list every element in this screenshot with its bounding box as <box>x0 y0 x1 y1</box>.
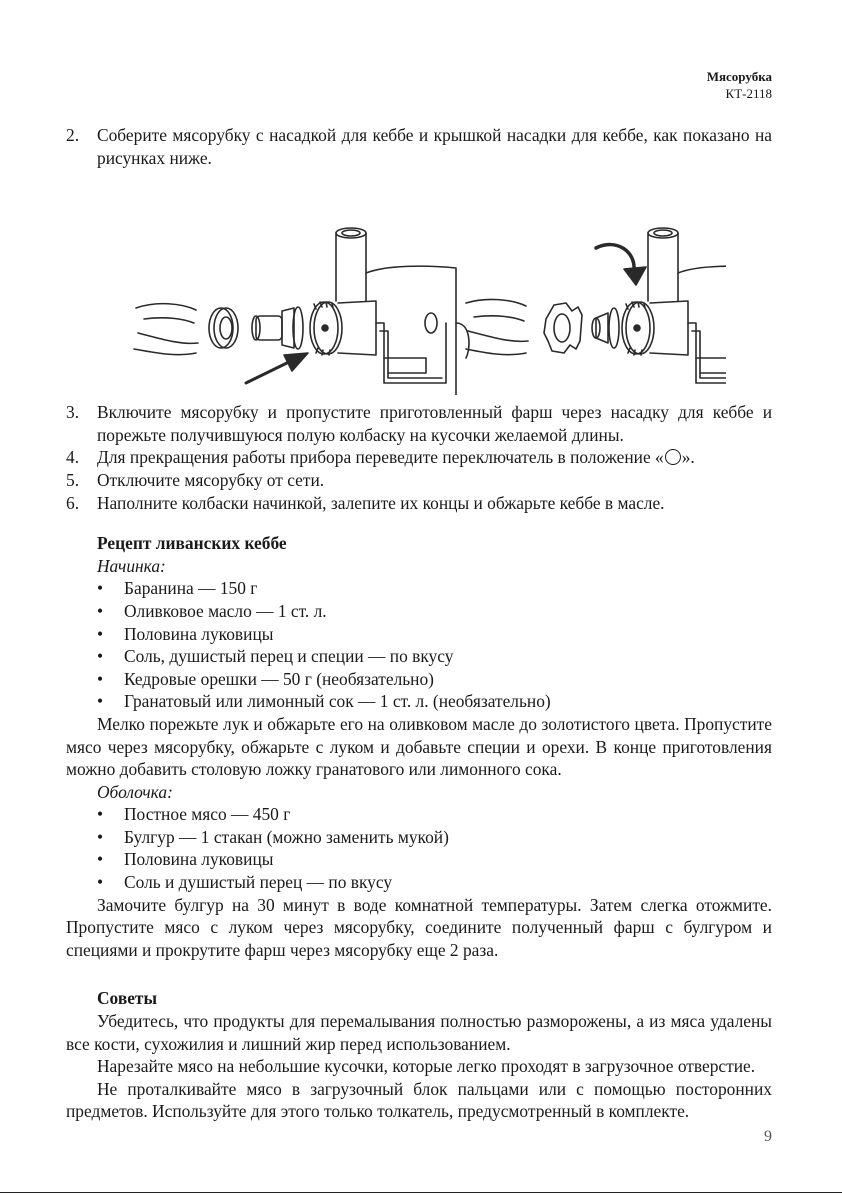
page-header <box>707 68 772 102</box>
bullet: • <box>97 849 104 870</box>
bullet: • <box>97 691 104 712</box>
list-item-text: Оливковое масло — 1 ст. л. <box>124 600 327 621</box>
left-assembly-drawing <box>134 228 469 395</box>
list-item-text: Баранина — 150 г <box>124 578 258 599</box>
list-item <box>66 668 772 691</box>
list-item <box>66 803 772 826</box>
step-2 <box>66 124 772 169</box>
step-number: 4. <box>66 447 80 468</box>
tip-paragraph: Не проталкивайте мясо в загрузочный блок пальцами или с помощью посторонних предметов. Используйте для этого только толкатель, предусмотренный в комплекте. <box>66 1078 772 1122</box>
page-content <box>66 124 772 1123</box>
list-item-text: Соль и душистый перец — по вкусу <box>124 872 393 893</box>
bullet: • <box>97 600 104 621</box>
list-item <box>66 577 772 600</box>
list-item-text: Булгур — 1 стакан (можно заменить мукой) <box>124 826 449 847</box>
recipe-title: Рецепт ливанских кеббе <box>97 533 287 554</box>
step-6 <box>66 492 772 515</box>
step-number: 5. <box>66 469 80 490</box>
list-item <box>66 826 772 849</box>
list-item <box>66 623 772 646</box>
bullet: • <box>97 668 104 689</box>
step-text: Отключите мясорубку от сети. <box>97 469 325 490</box>
bullet: • <box>97 826 104 847</box>
list-item <box>66 871 772 894</box>
step-number: 2. <box>66 125 80 145</box>
bottom-divider <box>0 1192 842 1193</box>
page-number: 9 <box>764 1128 772 1145</box>
bullet: • <box>97 578 104 599</box>
step-text: Включите мясорубку и пропустите приготовленный фарш через насадку для кеббе и порежьте получившуюся полую колбаску на кусочки желаемой длины. <box>97 402 772 445</box>
bullet: • <box>97 872 104 893</box>
list-item-text: Половина луковицы <box>124 623 274 644</box>
step-text: Наполните колбаски начинкой, залепите их концы и обжарьте кеббе в масле. <box>97 492 665 513</box>
shell-label: Оболочка: <box>97 781 173 802</box>
filling-list <box>66 577 772 713</box>
list-item-text: Гранатовый или лимонный сок — 1 ст. л. (необязательно) <box>124 691 551 712</box>
list-item-text: Кедровые орешки — 50 г (необязательно) <box>124 668 434 689</box>
step-text-after: ». <box>681 447 695 468</box>
step-4 <box>66 446 772 469</box>
list-item <box>66 645 772 668</box>
step-text-before: Для прекращения работы прибора переведите переключатель в положение « <box>97 447 664 468</box>
header-title: Мясорубка <box>706 69 772 84</box>
list-item <box>66 690 772 713</box>
step-3 <box>66 401 772 446</box>
shell-instructions: Замочите булгур на 30 минут в воде комнатной температуры. Затем слегка отожмите. Пропустите мясо с луком через мясорубку, соедините полученный фарш с булгуром и специями и прокрутите фарш через мясорубку еще 2 раза. <box>66 894 772 960</box>
step-text: Соберите мясорубку с насадкой для кеббе и крышкой насадки для кеббе, как показано на рисунках ниже. <box>97 125 772 168</box>
step-5 <box>66 469 772 492</box>
list-item <box>66 848 772 871</box>
list-item-text: Постное мясо — 450 г <box>124 804 291 825</box>
list-item-text: Половина луковицы <box>124 849 274 870</box>
step-text <box>97 446 772 469</box>
tip-paragraph: Нарезайте мясо на небольшие кусочки, которые легко проходят в загрузочное отверстие. <box>97 1056 756 1077</box>
right-assembly-drawing <box>466 228 726 395</box>
header-model: КТ-2118 <box>725 86 772 101</box>
kebbe-assembly-figure <box>126 173 726 395</box>
step-number: 6. <box>66 492 80 513</box>
shell-list <box>66 803 772 893</box>
filling-instructions: Мелко порежьте лук и обжарьте его на оливковом масле до золотистого цвета. Пропустите мясо через мясорубку, обжарьте с луком и добавьте специи и орехи. В конце приготовления можно добавить столовую ложку гранатового или лимонного сока. <box>66 713 772 780</box>
assembly-illustration <box>66 173 772 395</box>
bullet: • <box>97 623 104 644</box>
tip-paragraph: Убедитесь, что продукты для перемалывания полностью разморожены, а из мяса удалены все кости, сухожилия и лишний жир перед использованием. <box>66 1011 772 1054</box>
tips-title: Советы <box>97 988 158 1009</box>
bullet: • <box>97 804 104 825</box>
list-item-text: Соль, душистый перец и специи — по вкусу <box>124 646 454 667</box>
step-number: 3. <box>66 402 80 423</box>
bullet: • <box>97 646 104 667</box>
filling-label: Начинка: <box>97 555 166 576</box>
list-item <box>66 600 772 623</box>
off-position-circle-icon <box>665 449 681 465</box>
